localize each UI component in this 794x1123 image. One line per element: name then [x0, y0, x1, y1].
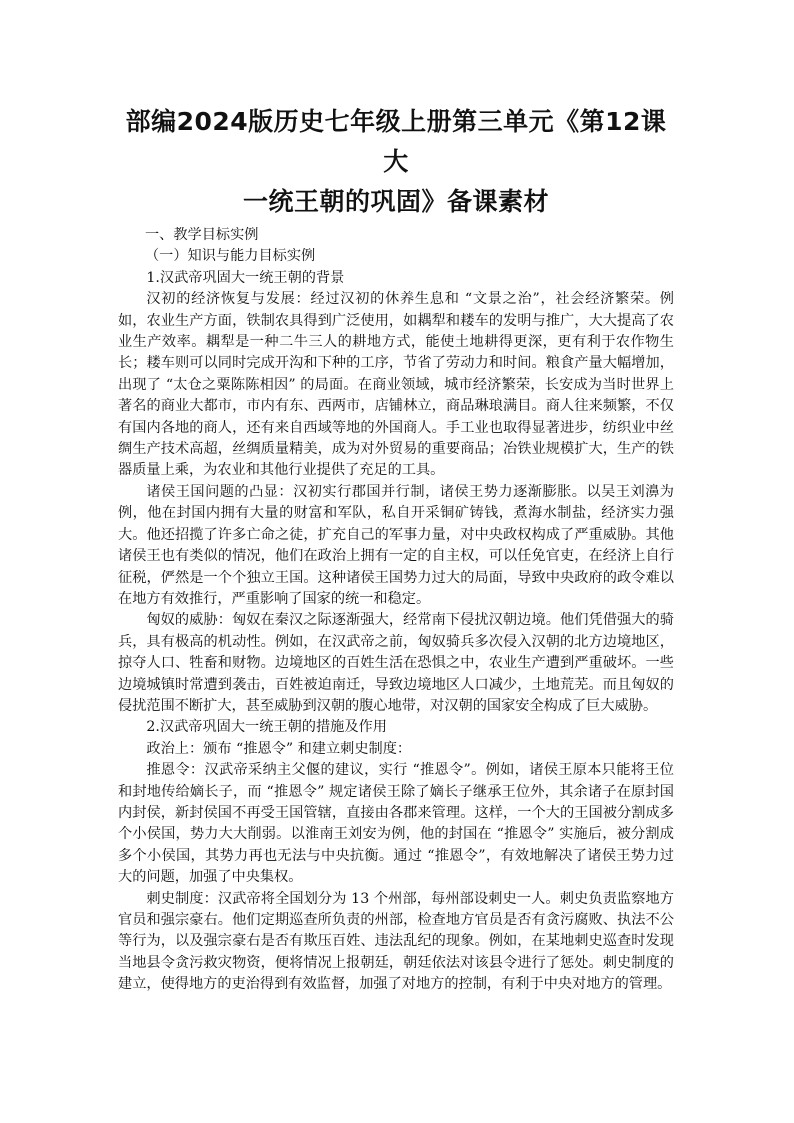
- body-paragraph: 匈奴的威胁：匈奴在秦汉之际逐渐强大，经常南下侵扰汉朝边境。他们凭借强大的骑兵，具有极高的机动性。例如，在汉武帝之前，匈奴骑兵多次侵入汉朝的北方边境地区，掠夺人口、牲畜和财物。边境地区的百姓生活在恐惧之中，农业生产遭到严重破坏。一些边境城镇时常遭到袭击，百姓被迫南迁，导致边境地区人口减少，土地荒芜。而且匈奴的侵扰范围不断扩大，甚至威胁到汉朝的腹心地带，对汉朝的国家安全构成了巨大威胁。: [118, 612, 674, 714]
- body-paragraph: 刺史制度：汉武帝将全国划分为 13 个州部，每州部设刺史一人。刺史负责监察地方官员和强宗豪右。他们定期巡查所负责的州部，检查地方官员是否有贪污腐败、执法不公等行为，以及强宗豪右是否有欺压百姓、违法乱纪的现象。例如，在某地刺史巡查时发现当地县令贪污救灾物资，便将情况上报朝廷，朝廷依法对该县令进行了惩处。刺史制度的建立，使得地方的吏治得到有效监督，加强了对地方的控制，有利于中央对地方的管理。: [118, 890, 674, 993]
- document-body: [118, 225, 674, 996]
- document-page: [118, 102, 674, 996]
- document-title: [118, 102, 674, 222]
- subsection-heading: （一）知识与能力目标实例: [144, 248, 316, 265]
- body-paragraph: 诸侯王国问题的凸显：汉初实行郡国并行制，诸侯王势力逐渐膨胀。以吴王刘濞为例，他在封国内拥有大量的财富和军队，私自开采铜矿铸钱，煮海水制盐，经济实力强大。他还招揽了许多亡命之徒，扩充自己的军事力量，对中央政权构成了严重威胁。其他诸侯王也有类似的情况，他们在政治上拥有一定的自主权，可以任免官吏，在经济上自行征税，俨然是一个个独立王国。这种诸侯王国势力过大的局面，导致中央政府的政令难以在地方有效推行，严重影响了国家的统一和稳定。: [118, 483, 674, 607]
- point-heading: 1.汉武帝巩固大一统王朝的背景: [146, 269, 345, 286]
- section-heading: 一、教学目标实例: [144, 227, 259, 243]
- body-paragraph: 政治上：颁布 “推恩令” 和建立刺史制度：: [146, 740, 412, 757]
- body-paragraph: 汉初的经济恢复与发展：经过汉初的休养生息和 “文景之治”，社会经济繁荣。例如，农业生产方面，铁制农具得到广泛使用，如耦犁和耧车的发明与推广，大大提高了农业生产效率。耦犁是一种二牛三人的耕地方式，能使土地耕得更深，更有利于农作物生长；耧车则可以同时完成开沟和下种的工序，节省了劳动力和时间。粮食产量大幅增加，出现了 “太仓之粟陈陈相因” 的局面。在商业领域，城市经济繁荣，长安成为当时世界上著名的商业大都市，市内有东、西两市，店铺林立，商品琳琅满目。商人往来频繁，不仅有国内各地的商人，还有来自西域等地的外国商人。手工业也取得显著进步，纺织业中丝绸生产技术高超，丝绸质量精美，成为对外贸易的重要商品；冶铁业规模扩大，生产的铁器质量上乘，为农业和其他行业提供了充足的工具。: [118, 291, 674, 479]
- title-line-1: 部编2024版历史七年级上册第三单元《第12课 大: [125, 107, 667, 176]
- title-line-2: 一统王朝的巩固》备课素材: [242, 187, 549, 216]
- body-paragraph: 推恩令：汉武帝采纳主父偃的建议，实行 “推恩令”。例如，诸侯王原本只能将王位和封地传给嫡长子，而 “推恩令” 规定诸侯王除了嫡长子继承王位外，其余诸子在原封国内封侯，新封侯国不再受王国管辖，直接由各郡来管理。这样，一个大的王国被分割成多个小侯国，势力大大削弱。以淮南王刘安为例，他的封国在 “推恩令” 实施后，被分割成多个小侯国，其势力再也无法与中央抗衡。通过 “推恩令”，有效地解决了诸侯王势力过大的问题，加强了中央集权。: [118, 762, 674, 886]
- point-heading: 2.汉武帝巩固大一统王朝的措施及作用: [146, 719, 387, 736]
